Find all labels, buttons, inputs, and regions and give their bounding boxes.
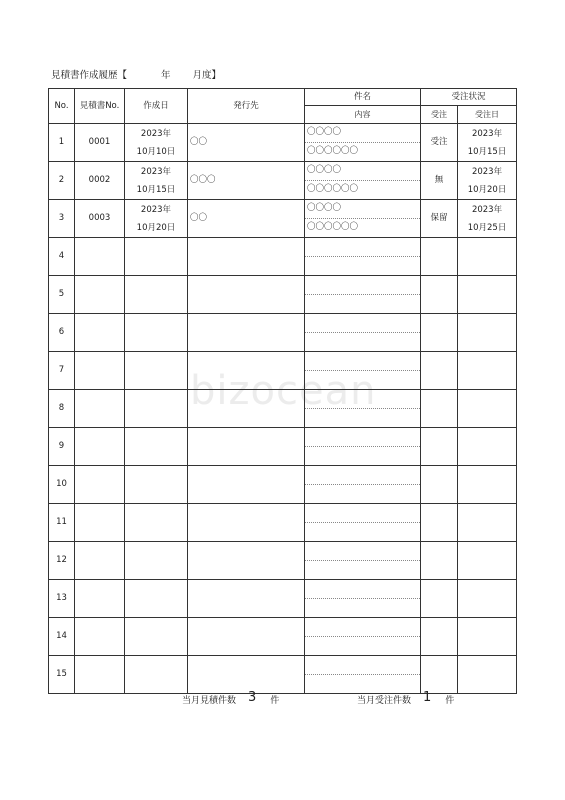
row-item-content [305,295,420,313]
table-row [49,466,517,504]
monthly-quote-count [182,692,279,707]
row-item-content [305,257,420,275]
row-quote-no[interactable] [75,580,125,618]
row-item-cell[interactable] [305,352,421,390]
row-order-year: 2023年 [471,128,503,139]
row-order-monthday: 10月15日 [467,146,507,157]
row-order-date[interactable] [458,466,517,504]
order-count-unit: 件 [445,696,455,706]
row-quote-no[interactable]: 0001 [75,124,125,162]
row-item-name: 〇〇〇〇 [305,200,420,219]
row-issued-to[interactable] [188,428,305,466]
row-order-date[interactable] [458,162,517,200]
table-row [49,238,517,276]
row-item-name [305,276,420,295]
row-item-name [305,390,420,409]
row-issued-to[interactable]: 〇〇 [188,124,305,162]
row-order-status[interactable] [421,428,458,466]
row-order-date[interactable] [458,542,517,580]
row-quote-no[interactable] [75,428,125,466]
row-item-content: 〇〇〇〇〇〇 [307,222,359,232]
row-no: 12 [49,542,75,580]
row-no: 15 [49,656,75,694]
table-row [49,428,517,466]
row-item-cell[interactable] [305,656,421,694]
row-created-date[interactable] [125,618,188,656]
row-created-date[interactable] [125,542,188,580]
col-header-order-status: 受注状況 [421,89,517,106]
row-no: 2 [49,162,75,200]
row-item-cell[interactable] [305,124,421,162]
row-item-name: 〇〇〇〇 [305,124,420,143]
col-header-item-name: 件名 [305,89,421,106]
row-no: 9 [49,428,75,466]
quote-count-unit: 件 [270,696,280,706]
row-order-date[interactable] [458,580,517,618]
title-year-label: 年 [161,70,171,81]
row-issued-to[interactable] [188,466,305,504]
row-no: 5 [49,276,75,314]
table-row [49,276,517,314]
row-created-date[interactable] [125,466,188,504]
row-created-year: 2023年 [140,128,172,139]
table-row [49,200,517,238]
row-item-name [305,314,420,333]
row-item-name [305,352,420,371]
row-item-cell[interactable] [305,238,421,276]
col-header-order-date: 受注日 [458,106,517,124]
row-item-name: 〇〇〇〇 [305,162,420,181]
row-no: 8 [49,390,75,428]
row-created-date[interactable] [125,314,188,352]
table-row [49,352,517,390]
title-month-label: 月度】 [192,70,222,81]
row-issued-to[interactable] [188,352,305,390]
row-created-date[interactable] [125,238,188,276]
row-item-content: 〇〇〇〇〇〇 [307,184,359,194]
row-created-date[interactable] [125,656,188,694]
row-no: 14 [49,618,75,656]
row-created-date[interactable] [125,504,188,542]
row-item-cell[interactable] [305,314,421,352]
row-order-date[interactable] [458,276,517,314]
title-text: 見積書作成履歴【 [51,70,128,81]
quote-count-label: 当月見積件数 [182,696,237,706]
row-order-date[interactable] [458,238,517,276]
row-quote-no[interactable] [75,390,125,428]
row-created-date[interactable] [125,276,188,314]
row-no: 4 [49,238,75,276]
col-header-issued-to: 発行先 [188,89,305,124]
row-order-status[interactable] [421,314,458,352]
row-order-status[interactable] [421,238,458,276]
order-count-value: 1 [423,690,432,705]
row-item-cell[interactable] [305,276,421,314]
row-order-status[interactable]: 保留 [421,200,458,238]
row-order-monthday: 10月20日 [467,184,507,195]
row-created-date[interactable] [125,162,188,200]
row-created-date[interactable] [125,124,188,162]
row-quote-no[interactable] [75,314,125,352]
row-item-content [305,523,420,541]
col-header-no: No. [49,89,75,124]
table-row [49,542,517,580]
table-row [49,314,517,352]
row-order-status[interactable] [421,352,458,390]
row-quote-no[interactable] [75,466,125,504]
table-row [49,504,517,542]
row-quote-no[interactable] [75,504,125,542]
row-issued-to[interactable] [188,238,305,276]
row-item-content [305,409,420,427]
row-created-date[interactable] [125,200,188,238]
row-no: 10 [49,466,75,504]
row-item-content [305,447,420,465]
row-created-monthday: 10月15日 [136,184,176,195]
document-title [51,67,221,81]
row-order-status[interactable] [421,466,458,504]
row-item-name [305,542,420,561]
row-item-cell[interactable] [305,466,421,504]
row-order-status[interactable] [421,276,458,314]
row-order-year: 2023年 [471,166,503,177]
row-order-status[interactable] [421,656,458,694]
row-item-name [305,656,420,675]
row-created-year: 2023年 [140,204,172,215]
row-quote-no[interactable] [75,276,125,314]
row-item-cell[interactable] [305,390,421,428]
quote-history-table [48,88,517,694]
row-order-status[interactable] [421,390,458,428]
row-order-date[interactable] [458,390,517,428]
row-item-name [305,466,420,485]
row-order-date[interactable] [458,504,517,542]
row-item-content [305,561,420,579]
row-order-status[interactable] [421,580,458,618]
row-item-name [305,238,420,257]
watermark: bizocean [190,368,377,414]
col-header-created: 作成日 [125,89,188,124]
row-item-cell[interactable] [305,542,421,580]
row-quote-no[interactable] [75,238,125,276]
row-item-cell[interactable] [305,504,421,542]
col-header-ordered: 受注 [421,106,458,124]
col-header-content: 内容 [305,106,421,124]
row-no: 11 [49,504,75,542]
row-no: 13 [49,580,75,618]
row-item-content [305,599,420,617]
row-order-date[interactable] [458,124,517,162]
row-quote-no[interactable]: 0003 [75,200,125,238]
row-item-content [305,371,420,389]
row-issued-to[interactable] [188,504,305,542]
row-order-date[interactable] [458,428,517,466]
row-no: 1 [49,124,75,162]
row-item-content [305,637,420,655]
row-quote-no[interactable] [75,656,125,694]
row-created-date[interactable] [125,390,188,428]
row-order-year: 2023年 [471,204,503,215]
table-row [49,580,517,618]
row-item-name [305,428,420,447]
row-issued-to[interactable] [188,390,305,428]
row-created-date[interactable] [125,352,188,390]
row-order-status[interactable]: 受注 [421,124,458,162]
row-issued-to[interactable] [188,314,305,352]
row-created-monthday: 10月10日 [136,146,176,157]
row-order-date[interactable] [458,656,517,694]
row-created-date[interactable] [125,580,188,618]
row-item-cell[interactable] [305,618,421,656]
row-quote-no[interactable]: 0002 [75,162,125,200]
row-created-monthday: 10月20日 [136,222,176,233]
row-order-status[interactable] [421,618,458,656]
row-issued-to[interactable]: 〇〇〇 [188,162,305,200]
row-item-name [305,504,420,523]
row-item-content [305,675,420,693]
row-no: 7 [49,352,75,390]
row-order-monthday: 10月25日 [467,222,507,233]
row-quote-no[interactable] [75,618,125,656]
row-item-name [305,618,420,637]
table-row [49,618,517,656]
row-item-cell[interactable] [305,200,421,238]
table-row [49,656,517,694]
row-quote-no[interactable] [75,352,125,390]
row-issued-to[interactable] [188,580,305,618]
row-created-year: 2023年 [140,166,172,177]
table-row [49,162,517,200]
row-issued-to[interactable] [188,542,305,580]
monthly-order-count [357,692,454,707]
row-order-status[interactable] [421,542,458,580]
row-no: 3 [49,200,75,238]
row-no: 6 [49,314,75,352]
row-issued-to[interactable] [188,618,305,656]
row-order-date[interactable] [458,200,517,238]
row-order-status[interactable] [421,504,458,542]
col-header-quote-no: 見積書No. [75,89,125,124]
row-issued-to[interactable] [188,656,305,694]
row-item-name [305,580,420,599]
quote-count-value: 3 [248,690,257,705]
table-row [49,390,517,428]
row-order-date[interactable] [458,618,517,656]
row-item-content [305,333,420,351]
row-issued-to[interactable] [188,276,305,314]
table-row [49,124,517,162]
row-order-date[interactable] [458,314,517,352]
row-order-status[interactable]: 無 [421,162,458,200]
row-order-date[interactable] [458,352,517,390]
row-item-content [305,485,420,503]
row-item-cell[interactable] [305,428,421,466]
row-item-content: 〇〇〇〇〇〇 [307,146,359,156]
row-item-cell[interactable] [305,580,421,618]
order-count-label: 当月受注件数 [357,696,412,706]
row-quote-no[interactable] [75,542,125,580]
row-created-date[interactable] [125,428,188,466]
row-item-cell[interactable] [305,162,421,200]
row-issued-to[interactable]: 〇〇 [188,200,305,238]
